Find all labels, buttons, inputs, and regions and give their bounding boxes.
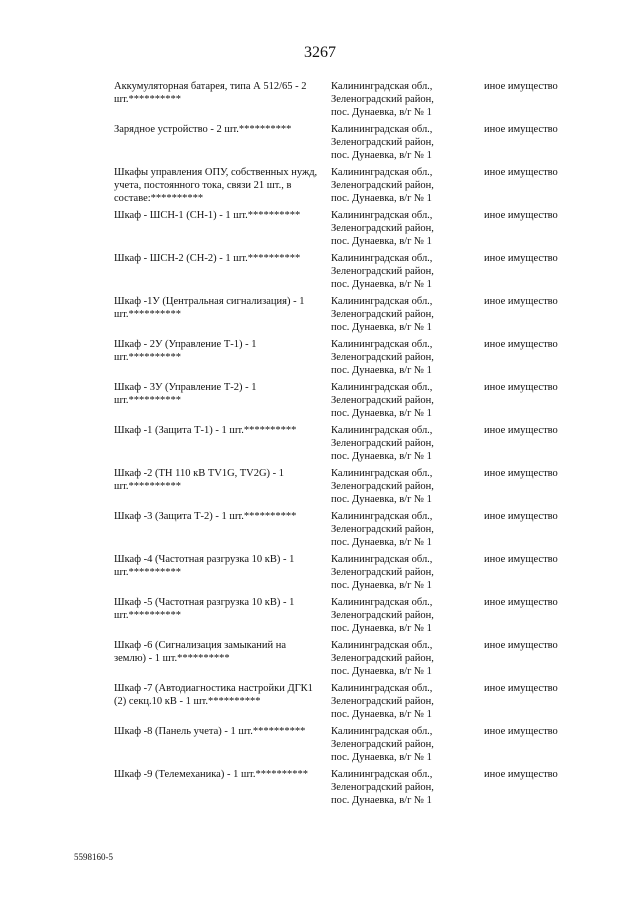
address-region: Калининградская обл.,	[331, 425, 433, 436]
item-description: Шкаф -6 (Сигнализация замыканий на землю) - 1 шт.**********	[114, 640, 287, 664]
item-property-type: иное имущество	[484, 425, 558, 436]
address-settlement: пос. Дунаевка, в/г № 1	[331, 150, 432, 161]
item-address	[331, 209, 471, 248]
page-number: 3267	[304, 44, 336, 61]
address-district: Зеленоградский район,	[331, 309, 434, 320]
item-address	[331, 123, 471, 162]
list-item	[114, 725, 584, 768]
item-description: Зарядное устройство - 2 шт.**********	[114, 124, 292, 135]
address-district: Зеленоградский район,	[331, 696, 434, 707]
item-property-type: иное имущество	[484, 468, 558, 479]
item-address	[331, 338, 471, 377]
list-item	[114, 467, 584, 510]
item-address	[331, 510, 471, 549]
address-settlement: пос. Дунаевка, в/г № 1	[331, 451, 432, 462]
address-district: Зеленоградский район,	[331, 438, 434, 449]
item-description: Шкафы управления ОПУ, собственных нужд, учета, постоянного тока, связи 21 шт., в составе:**********	[114, 167, 318, 204]
item-property-type: иное имущество	[484, 726, 558, 737]
address-district: Зеленоградский район,	[331, 653, 434, 664]
list-item	[114, 553, 584, 596]
item-address	[331, 639, 471, 678]
address-settlement: пос. Дунаевка, в/г № 1	[331, 537, 432, 548]
address-district: Зеленоградский район,	[331, 524, 434, 535]
list-item	[114, 768, 584, 811]
item-description: Шкаф - 3У (Управление Т-2) - 1 шт.**********	[114, 382, 257, 406]
item-property-type: иное имущество	[484, 683, 558, 694]
item-description: Шкаф -4 (Частотная разгрузка 10 кВ) - 1 шт.**********	[114, 554, 295, 578]
list-item	[114, 596, 584, 639]
list-item	[114, 252, 584, 295]
list-item	[114, 338, 584, 381]
item-address	[331, 467, 471, 506]
address-district: Зеленоградский район,	[331, 395, 434, 406]
address-region: Калининградская обл.,	[331, 683, 433, 694]
address-district: Зеленоградский район,	[331, 739, 434, 750]
item-property-type: иное имущество	[484, 511, 558, 522]
document-code: 5598160-5	[74, 852, 113, 862]
item-property-type: иное имущество	[484, 124, 558, 135]
address-district: Зеленоградский район,	[331, 782, 434, 793]
item-property-type: иное имущество	[484, 210, 558, 221]
address-region: Калининградская обл.,	[331, 296, 433, 307]
list-item	[114, 123, 584, 166]
item-property-type: иное имущество	[484, 382, 558, 393]
item-description: Шкаф - 2У (Управление Т-1) - 1 шт.**********	[114, 339, 257, 363]
address-settlement: пос. Дунаевка, в/г № 1	[331, 279, 432, 290]
list-item	[114, 639, 584, 682]
item-property-type: иное имущество	[484, 253, 558, 264]
item-address	[331, 725, 471, 764]
item-property-type: иное имущество	[484, 597, 558, 608]
address-region: Калининградская обл.,	[331, 210, 433, 221]
address-region: Калининградская обл.,	[331, 554, 433, 565]
address-district: Зеленоградский район,	[331, 567, 434, 578]
item-address	[331, 295, 471, 334]
list-item	[114, 682, 584, 725]
address-settlement: пос. Дунаевка, в/г № 1	[331, 580, 432, 591]
address-settlement: пос. Дунаевка, в/г № 1	[331, 408, 432, 419]
item-description: Шкаф -3 (Защита Т-2) - 1 шт.**********	[114, 511, 297, 522]
address-region: Калининградская обл.,	[331, 81, 433, 92]
address-district: Зеленоградский район,	[331, 180, 434, 191]
address-settlement: пос. Дунаевка, в/г № 1	[331, 494, 432, 505]
item-property-type: иное имущество	[484, 296, 558, 307]
item-address	[331, 553, 471, 592]
item-address	[331, 80, 471, 119]
item-description: Шкаф -9 (Телемеханика) - 1 шт.**********	[114, 769, 308, 780]
address-region: Калининградская обл.,	[331, 769, 433, 780]
address-district: Зеленоградский район,	[331, 94, 434, 105]
address-region: Калининградская обл.,	[331, 468, 433, 479]
item-property-type: иное имущество	[484, 769, 558, 780]
address-district: Зеленоградский район,	[331, 266, 434, 277]
item-property-type: иное имущество	[484, 167, 558, 178]
address-settlement: пос. Дунаевка, в/г № 1	[331, 107, 432, 118]
item-address	[331, 596, 471, 635]
item-description: Шкаф -1У (Центральная сигнализация) - 1 шт.**********	[114, 296, 305, 320]
item-address	[331, 166, 471, 205]
item-address	[331, 768, 471, 807]
list-item	[114, 424, 584, 467]
item-address	[331, 381, 471, 420]
address-settlement: пос. Дунаевка, в/г № 1	[331, 666, 432, 677]
address-district: Зеленоградский район,	[331, 481, 434, 492]
item-description: Шкаф - ШСН-2 (СН-2) - 1 шт.**********	[114, 253, 301, 264]
list-item	[114, 295, 584, 338]
address-region: Калининградская обл.,	[331, 511, 433, 522]
list-item	[114, 209, 584, 252]
address-region: Калининградская обл.,	[331, 382, 433, 393]
address-district: Зеленоградский район,	[331, 352, 434, 363]
address-settlement: пос. Дунаевка, в/г № 1	[331, 193, 432, 204]
address-settlement: пос. Дунаевка, в/г № 1	[331, 752, 432, 763]
item-address	[331, 252, 471, 291]
address-settlement: пос. Дунаевка, в/г № 1	[331, 709, 432, 720]
item-property-type: иное имущество	[484, 339, 558, 350]
item-address	[331, 424, 471, 463]
address-district: Зеленоградский район,	[331, 137, 434, 148]
address-settlement: пос. Дунаевка, в/г № 1	[331, 365, 432, 376]
address-district: Зеленоградский район,	[331, 223, 434, 234]
item-description: Шкаф -5 (Частотная разгрузка 10 кВ) - 1 шт.**********	[114, 597, 295, 621]
address-region: Калининградская обл.,	[331, 597, 433, 608]
address-settlement: пос. Дунаевка, в/г № 1	[331, 795, 432, 806]
address-region: Калининградская обл.,	[331, 253, 433, 264]
address-settlement: пос. Дунаевка, в/г № 1	[331, 623, 432, 634]
item-property-type: иное имущество	[484, 81, 558, 92]
item-description: Шкаф -2 (ТН 110 кВ TV1G, TV2G) - 1 шт.**********	[114, 468, 285, 492]
address-district: Зеленоградский район,	[331, 610, 434, 621]
item-description: Шкаф - ШСН-1 (СН-1) - 1 шт.**********	[114, 210, 301, 221]
list-item	[114, 381, 584, 424]
address-region: Калининградская обл.,	[331, 124, 433, 135]
address-settlement: пос. Дунаевка, в/г № 1	[331, 236, 432, 247]
property-list	[114, 80, 584, 811]
list-item	[114, 510, 584, 553]
list-item	[114, 166, 584, 209]
address-region: Калининградская обл.,	[331, 167, 433, 178]
item-address	[331, 682, 471, 721]
item-description: Шкаф -8 (Панель учета) - 1 шт.**********	[114, 726, 306, 737]
address-region: Калининградская обл.,	[331, 726, 433, 737]
list-item	[114, 80, 584, 123]
address-settlement: пос. Дунаевка, в/г № 1	[331, 322, 432, 333]
item-description: Шкаф -1 (Защита Т-1) - 1 шт.**********	[114, 425, 297, 436]
item-property-type: иное имущество	[484, 554, 558, 565]
item-description: Аккумуляторная батарея, типа А 512/65 - 2 шт.**********	[114, 81, 307, 105]
address-region: Калининградская обл.,	[331, 339, 433, 350]
item-property-type: иное имущество	[484, 640, 558, 651]
address-region: Калининградская обл.,	[331, 640, 433, 651]
item-description: Шкаф -7 (Автодиагностика настройки ДГК1 (2) секц.10 кВ - 1 шт.**********	[114, 683, 313, 707]
